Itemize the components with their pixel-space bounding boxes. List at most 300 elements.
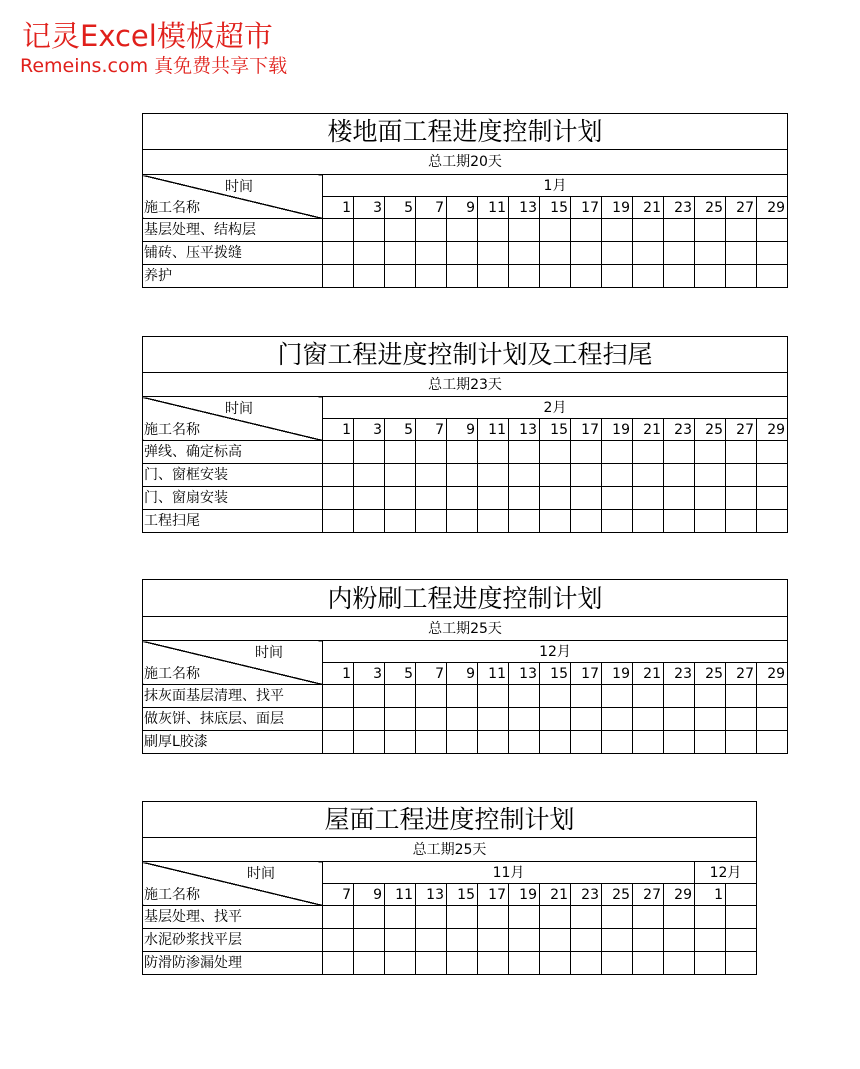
schedule-cell[interactable] xyxy=(385,464,416,487)
schedule-cell[interactable] xyxy=(385,952,416,975)
day-header: 23 xyxy=(664,663,695,685)
schedule-cell[interactable] xyxy=(323,219,354,242)
schedule-cell[interactable] xyxy=(447,929,478,952)
schedule-cell[interactable] xyxy=(354,731,385,754)
day-header: 15 xyxy=(447,884,478,906)
schedule-cell[interactable] xyxy=(571,510,602,533)
table-row xyxy=(143,487,788,510)
schedule-table xyxy=(142,579,788,754)
schedule-cell[interactable] xyxy=(571,487,602,510)
day-header: 3 xyxy=(354,197,385,219)
day-header: 21 xyxy=(633,197,664,219)
schedule-cell[interactable] xyxy=(726,441,757,464)
day-header: 9 xyxy=(447,419,478,441)
schedule-cell[interactable] xyxy=(478,487,509,510)
day-header: 21 xyxy=(540,884,571,906)
schedule-cell[interactable] xyxy=(478,464,509,487)
task-name-cell: 门、窗扇安装 xyxy=(143,487,323,510)
day-header: 7 xyxy=(416,419,447,441)
table-row xyxy=(143,929,757,952)
schedule-cell[interactable] xyxy=(602,685,633,708)
task-name-cell: 铺砖、压平拨缝 xyxy=(143,242,323,265)
schedule-cell[interactable] xyxy=(664,242,695,265)
schedule-cell[interactable] xyxy=(571,708,602,731)
schedule-cell[interactable] xyxy=(664,906,695,929)
schedule-cell[interactable] xyxy=(540,510,571,533)
table-row xyxy=(143,906,757,929)
schedule-cell[interactable] xyxy=(540,242,571,265)
schedule-cell[interactable] xyxy=(354,464,385,487)
table-row xyxy=(143,464,788,487)
day-header: 25 xyxy=(695,663,726,685)
day-header: 9 xyxy=(447,197,478,219)
schedule-cell[interactable] xyxy=(602,219,633,242)
diagonal-header-cell xyxy=(143,641,323,685)
watermark-title: 记灵Excel模板超市 xyxy=(22,19,273,53)
schedule-cell[interactable] xyxy=(695,510,726,533)
schedule-cell[interactable] xyxy=(540,265,571,288)
day-header: 17 xyxy=(571,419,602,441)
schedule-cell[interactable] xyxy=(323,265,354,288)
schedule-cell[interactable] xyxy=(354,906,385,929)
schedule-cell[interactable] xyxy=(509,731,540,754)
schedule-cell[interactable] xyxy=(323,685,354,708)
schedule-cell[interactable] xyxy=(695,906,726,929)
schedule-cell[interactable] xyxy=(757,242,788,265)
schedule-cell[interactable] xyxy=(695,242,726,265)
schedule-cell[interactable] xyxy=(354,685,385,708)
day-header: 13 xyxy=(416,884,447,906)
schedule-cell[interactable] xyxy=(726,929,757,952)
schedule-cell[interactable] xyxy=(385,219,416,242)
schedule-cell[interactable] xyxy=(323,464,354,487)
schedule-cell[interactable] xyxy=(633,510,664,533)
schedule-cell[interactable] xyxy=(726,731,757,754)
schedule-cell[interactable] xyxy=(633,242,664,265)
schedule-cell[interactable] xyxy=(385,487,416,510)
day-header: 17 xyxy=(571,663,602,685)
schedule-cell[interactable] xyxy=(509,487,540,510)
schedule-cell[interactable] xyxy=(447,906,478,929)
schedule-cell[interactable] xyxy=(633,464,664,487)
day-header: 29 xyxy=(757,197,788,219)
diagonal-header-cell xyxy=(143,862,323,906)
schedule-cell[interactable] xyxy=(602,487,633,510)
schedule-cell[interactable] xyxy=(664,219,695,242)
day-header: 15 xyxy=(540,663,571,685)
month-header: 12月 xyxy=(323,641,788,663)
table-row xyxy=(143,952,757,975)
schedule-cell[interactable] xyxy=(509,906,540,929)
schedule-cell[interactable] xyxy=(633,219,664,242)
day-header: 3 xyxy=(354,419,385,441)
day-header: 21 xyxy=(633,663,664,685)
schedule-cell[interactable] xyxy=(571,219,602,242)
schedule-cell[interactable] xyxy=(478,685,509,708)
schedule-cell[interactable] xyxy=(509,929,540,952)
schedule-cell[interactable] xyxy=(416,906,447,929)
schedule-cell[interactable] xyxy=(664,464,695,487)
schedule-cell[interactable] xyxy=(571,265,602,288)
task-name-cell: 刷厚L胶漆 xyxy=(143,731,323,754)
schedule-cell[interactable] xyxy=(540,708,571,731)
schedule-cell[interactable] xyxy=(695,265,726,288)
day-header: 5 xyxy=(385,663,416,685)
schedule-cell[interactable] xyxy=(354,952,385,975)
schedule-cell[interactable] xyxy=(540,219,571,242)
day-header: 7 xyxy=(416,197,447,219)
schedule-cell[interactable] xyxy=(354,487,385,510)
table-row xyxy=(143,265,788,288)
schedule-cell[interactable] xyxy=(385,242,416,265)
schedule-cell[interactable] xyxy=(385,265,416,288)
schedule-cell[interactable] xyxy=(664,731,695,754)
schedule-cell[interactable] xyxy=(695,731,726,754)
schedule-cell[interactable] xyxy=(323,708,354,731)
schedule-cell[interactable] xyxy=(757,219,788,242)
task-name-cell: 养护 xyxy=(143,265,323,288)
total-duration: 总工期23天 xyxy=(143,373,788,397)
schedule-cell[interactable] xyxy=(602,731,633,754)
day-header: 11 xyxy=(478,197,509,219)
schedule-cell[interactable] xyxy=(385,731,416,754)
day-header: 21 xyxy=(633,419,664,441)
day-header: 23 xyxy=(571,884,602,906)
schedule-cell[interactable] xyxy=(509,708,540,731)
header-task-name-label: 施工名称 xyxy=(144,666,200,682)
schedule-cell[interactable] xyxy=(633,487,664,510)
task-name-cell: 防滑防渗漏处理 xyxy=(143,952,323,975)
schedule-cell[interactable] xyxy=(478,441,509,464)
schedule-cell[interactable] xyxy=(726,487,757,510)
day-header: 13 xyxy=(509,197,540,219)
schedule-cell[interactable] xyxy=(447,487,478,510)
schedule-cell[interactable] xyxy=(757,510,788,533)
day-header: 5 xyxy=(385,197,416,219)
schedule-cell[interactable] xyxy=(571,685,602,708)
schedule-cell[interactable] xyxy=(602,441,633,464)
schedule-cell[interactable] xyxy=(602,242,633,265)
schedule-cell[interactable] xyxy=(509,242,540,265)
schedule-cell[interactable] xyxy=(602,510,633,533)
schedule-cell[interactable] xyxy=(633,685,664,708)
schedule-cell[interactable] xyxy=(447,731,478,754)
schedule-cell[interactable] xyxy=(447,952,478,975)
schedule-cell[interactable] xyxy=(416,685,447,708)
day-header: 19 xyxy=(509,884,540,906)
day-header: 19 xyxy=(602,663,633,685)
day-header: 9 xyxy=(447,663,478,685)
schedule-cell[interactable] xyxy=(323,906,354,929)
day-header: 17 xyxy=(478,884,509,906)
schedule-cell[interactable] xyxy=(695,952,726,975)
day-header: 11 xyxy=(385,884,416,906)
schedule-cell[interactable] xyxy=(664,510,695,533)
schedule-cell[interactable] xyxy=(726,265,757,288)
schedule-cell[interactable] xyxy=(323,929,354,952)
day-header: 11 xyxy=(478,419,509,441)
schedule-cell[interactable] xyxy=(478,731,509,754)
task-name-cell: 门、窗框安装 xyxy=(143,464,323,487)
schedule-cell[interactable] xyxy=(757,731,788,754)
schedule-cell[interactable] xyxy=(695,219,726,242)
schedule-cell[interactable] xyxy=(571,441,602,464)
schedule-cell[interactable] xyxy=(354,929,385,952)
schedule-cell[interactable] xyxy=(540,929,571,952)
schedule-cell[interactable] xyxy=(416,708,447,731)
schedule-cell[interactable] xyxy=(726,510,757,533)
schedule-cell[interactable] xyxy=(602,708,633,731)
day-header: 1 xyxy=(323,419,354,441)
schedule-cell[interactable] xyxy=(571,906,602,929)
header-time-label: 时间 xyxy=(255,645,283,661)
header-task-name-label: 施工名称 xyxy=(144,887,200,903)
schedule-cell[interactable] xyxy=(757,441,788,464)
schedule-cell[interactable] xyxy=(757,265,788,288)
schedule-cell[interactable] xyxy=(509,685,540,708)
schedule-cell[interactable] xyxy=(540,731,571,754)
schedule-cell[interactable] xyxy=(633,929,664,952)
task-name-cell: 水泥砂浆找平层 xyxy=(143,929,323,952)
schedule-cell[interactable] xyxy=(757,685,788,708)
schedule-cell[interactable] xyxy=(509,265,540,288)
header-task-name-label: 施工名称 xyxy=(144,200,200,216)
schedule-cell[interactable] xyxy=(633,906,664,929)
schedule-cell[interactable] xyxy=(602,265,633,288)
schedule-cell[interactable] xyxy=(509,219,540,242)
schedule-cell[interactable] xyxy=(633,708,664,731)
schedule-cell[interactable] xyxy=(478,929,509,952)
header-time-label: 时间 xyxy=(247,866,275,882)
task-name-cell: 基层处理、找平 xyxy=(143,906,323,929)
schedule-cell[interactable] xyxy=(354,265,385,288)
schedule-cell[interactable] xyxy=(323,731,354,754)
diagonal-header-cell xyxy=(143,397,323,441)
schedule-cell[interactable] xyxy=(478,242,509,265)
schedule-cell[interactable] xyxy=(447,510,478,533)
day-header: 27 xyxy=(726,197,757,219)
schedule-cell[interactable] xyxy=(602,906,633,929)
day-header: 29 xyxy=(664,884,695,906)
schedule-table xyxy=(142,801,757,975)
day-header: 27 xyxy=(633,884,664,906)
schedule-cell[interactable] xyxy=(540,487,571,510)
schedule-cell[interactable] xyxy=(571,464,602,487)
schedule-cell[interactable] xyxy=(416,464,447,487)
total-duration: 总工期25天 xyxy=(143,617,788,641)
day-header: 15 xyxy=(540,419,571,441)
day-header: 7 xyxy=(323,884,354,906)
schedule-cell[interactable] xyxy=(416,242,447,265)
schedule-cell[interactable] xyxy=(385,708,416,731)
watermark-subtitle: Remeins.com 真免费共享下载 xyxy=(20,55,288,77)
schedule-cell[interactable] xyxy=(478,906,509,929)
schedule-cell[interactable] xyxy=(571,731,602,754)
day-header xyxy=(726,884,757,906)
schedule-cell[interactable] xyxy=(385,685,416,708)
table-title: 屋面工程进度控制计划 xyxy=(143,802,757,838)
schedule-cell[interactable] xyxy=(726,906,757,929)
schedule-cell[interactable] xyxy=(447,708,478,731)
schedule-cell[interactable] xyxy=(478,219,509,242)
schedule-cell[interactable] xyxy=(323,242,354,265)
table-row xyxy=(143,219,788,242)
schedule-cell[interactable] xyxy=(323,441,354,464)
header-time-label: 时间 xyxy=(225,401,253,417)
schedule-cell[interactable] xyxy=(571,952,602,975)
day-header: 25 xyxy=(695,419,726,441)
schedule-cell[interactable] xyxy=(478,708,509,731)
schedule-cell[interactable] xyxy=(664,929,695,952)
day-header: 19 xyxy=(602,419,633,441)
day-header: 7 xyxy=(416,663,447,685)
table-row xyxy=(143,731,788,754)
schedule-cell[interactable] xyxy=(726,952,757,975)
schedule-cell[interactable] xyxy=(323,487,354,510)
task-name-cell: 弹线、确定标高 xyxy=(143,441,323,464)
task-name-cell: 抹灰面基层清理、找平 xyxy=(143,685,323,708)
schedule-cell[interactable] xyxy=(478,952,509,975)
schedule-cell[interactable] xyxy=(447,441,478,464)
schedule-cell[interactable] xyxy=(571,242,602,265)
table-title: 内粉刷工程进度控制计划 xyxy=(143,580,788,617)
schedule-cell[interactable] xyxy=(695,464,726,487)
schedule-cell[interactable] xyxy=(354,510,385,533)
diagonal-header-cell xyxy=(143,175,323,219)
day-header: 13 xyxy=(509,419,540,441)
schedule-cell[interactable] xyxy=(540,952,571,975)
schedule-cell[interactable] xyxy=(664,265,695,288)
total-duration: 总工期20天 xyxy=(143,150,788,175)
schedule-cell[interactable] xyxy=(416,929,447,952)
schedule-cell[interactable] xyxy=(478,265,509,288)
schedule-cell[interactable] xyxy=(726,685,757,708)
schedule-cell[interactable] xyxy=(416,510,447,533)
schedule-cell[interactable] xyxy=(540,685,571,708)
schedule-table xyxy=(142,336,788,533)
schedule-cell[interactable] xyxy=(540,464,571,487)
month-header: 2月 xyxy=(323,397,788,419)
day-header: 1 xyxy=(695,884,726,906)
schedule-cell[interactable] xyxy=(571,929,602,952)
schedule-cell[interactable] xyxy=(726,219,757,242)
day-header: 11 xyxy=(478,663,509,685)
schedule-cell[interactable] xyxy=(726,708,757,731)
schedule-cell[interactable] xyxy=(354,441,385,464)
schedule-cell[interactable] xyxy=(416,441,447,464)
schedule-cell[interactable] xyxy=(416,265,447,288)
schedule-cell[interactable] xyxy=(757,708,788,731)
month-header: 11月 xyxy=(323,862,695,884)
schedule-cell[interactable] xyxy=(633,441,664,464)
schedule-cell[interactable] xyxy=(354,242,385,265)
table-row xyxy=(143,510,788,533)
schedule-cell[interactable] xyxy=(602,464,633,487)
schedule-cell[interactable] xyxy=(509,510,540,533)
schedule-cell[interactable] xyxy=(726,242,757,265)
schedule-cell[interactable] xyxy=(695,685,726,708)
schedule-table xyxy=(142,113,788,288)
schedule-cell[interactable] xyxy=(323,510,354,533)
month-header: 12月 xyxy=(695,862,757,884)
header-task-name-label: 施工名称 xyxy=(144,422,200,438)
day-header: 3 xyxy=(354,663,385,685)
schedule-cell[interactable] xyxy=(757,464,788,487)
schedule-cell[interactable] xyxy=(633,952,664,975)
schedule-cell[interactable] xyxy=(695,487,726,510)
day-header: 25 xyxy=(695,197,726,219)
schedule-cell[interactable] xyxy=(354,708,385,731)
task-name-cell: 工程扫尾 xyxy=(143,510,323,533)
schedule-cell[interactable] xyxy=(664,487,695,510)
schedule-cell[interactable] xyxy=(509,464,540,487)
schedule-cell[interactable] xyxy=(385,929,416,952)
schedule-cell[interactable] xyxy=(540,441,571,464)
schedule-cell[interactable] xyxy=(385,510,416,533)
schedule-cell[interactable] xyxy=(540,906,571,929)
schedule-cell[interactable] xyxy=(416,219,447,242)
table-row xyxy=(143,685,788,708)
day-header: 1 xyxy=(323,663,354,685)
schedule-cell[interactable] xyxy=(447,464,478,487)
schedule-cell[interactable] xyxy=(447,265,478,288)
schedule-cell[interactable] xyxy=(726,464,757,487)
schedule-cell[interactable] xyxy=(664,952,695,975)
day-header: 5 xyxy=(385,419,416,441)
schedule-cell[interactable] xyxy=(509,952,540,975)
schedule-cell[interactable] xyxy=(602,952,633,975)
schedule-cell[interactable] xyxy=(664,685,695,708)
day-header: 9 xyxy=(354,884,385,906)
schedule-cell[interactable] xyxy=(695,929,726,952)
schedule-cell[interactable] xyxy=(385,441,416,464)
schedule-cell[interactable] xyxy=(695,708,726,731)
schedule-cell[interactable] xyxy=(416,952,447,975)
table-title: 楼地面工程进度控制计划 xyxy=(143,114,788,150)
header-time-label: 时间 xyxy=(225,179,253,195)
schedule-cell[interactable] xyxy=(447,685,478,708)
month-header: 1月 xyxy=(323,175,788,197)
day-header: 15 xyxy=(540,197,571,219)
schedule-cell[interactable] xyxy=(509,441,540,464)
task-name-cell: 基层处理、结构层 xyxy=(143,219,323,242)
schedule-cell[interactable] xyxy=(447,242,478,265)
day-header: 29 xyxy=(757,419,788,441)
day-header: 13 xyxy=(509,663,540,685)
schedule-cell[interactable] xyxy=(633,265,664,288)
schedule-cell[interactable] xyxy=(447,219,478,242)
table-row xyxy=(143,441,788,464)
schedule-cell[interactable] xyxy=(757,487,788,510)
schedule-cell[interactable] xyxy=(695,441,726,464)
schedule-cell[interactable] xyxy=(664,708,695,731)
day-header: 27 xyxy=(726,419,757,441)
task-name-cell: 做灰饼、抹底层、面层 xyxy=(143,708,323,731)
schedule-cell[interactable] xyxy=(602,929,633,952)
schedule-cell[interactable] xyxy=(664,441,695,464)
total-duration: 总工期25天 xyxy=(143,838,757,862)
day-header: 29 xyxy=(757,663,788,685)
schedule-cell[interactable] xyxy=(633,731,664,754)
day-header: 25 xyxy=(602,884,633,906)
schedule-cell[interactable] xyxy=(416,487,447,510)
day-header: 19 xyxy=(602,197,633,219)
schedule-cell[interactable] xyxy=(416,731,447,754)
schedule-cell[interactable] xyxy=(354,219,385,242)
schedule-cell[interactable] xyxy=(478,510,509,533)
schedule-cell[interactable] xyxy=(385,906,416,929)
schedule-cell[interactable] xyxy=(323,952,354,975)
